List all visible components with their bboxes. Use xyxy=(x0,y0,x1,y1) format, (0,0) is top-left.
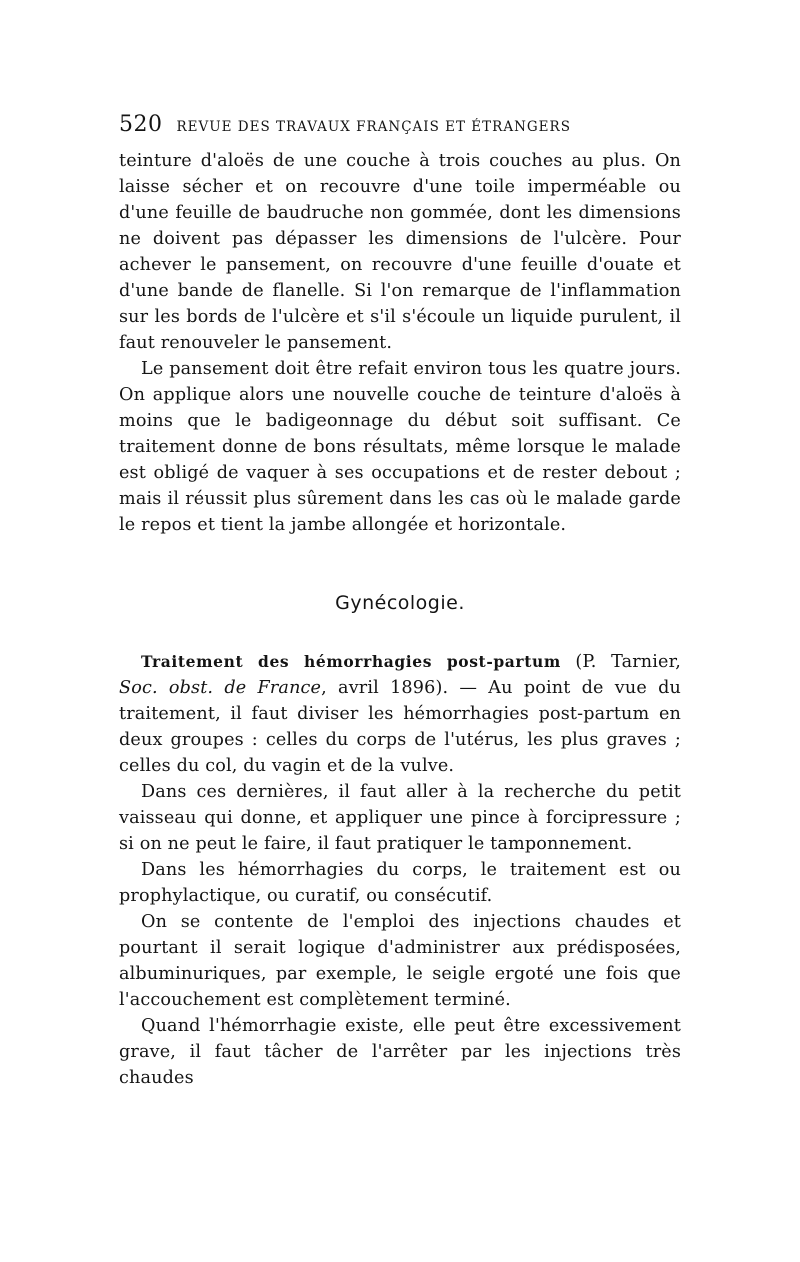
paragraph: Dans les hémorrhagies du corps, le traitement est ou prophylactique, ou curatif, ou consécutif. xyxy=(119,860,681,906)
citation-close: , avril 1896). — Au point de vue du traitement, il faut diviser les hémorrhagies post-partum en deux groupes : celles du corps de l'utérus, les plus graves ; celles du col, du vagin et de la vulve. xyxy=(119,678,682,776)
citation-open: (P. Tarnier, xyxy=(560,652,681,672)
page-number: 520 xyxy=(119,112,163,137)
paragraph: Dans ces dernières, il faut aller à la recherche du petit vaisseau qui donne, et appliquer une pince à forcipressure ; si on ne peut le faire, il faut pratiquer le tamponnement. xyxy=(119,782,681,854)
paragraph: Quand l'hémorrhagie existe, elle peut être excessivement grave, il faut tâcher de l'arrêter par les injections très chaudes xyxy=(119,1016,681,1088)
citation-journal: Soc. obst. de France xyxy=(119,678,322,698)
page-header xyxy=(119,112,681,148)
running-head: REVUE DES TRAVAUX FRANÇAIS ET ÉTRANGERS xyxy=(176,119,571,135)
article-title: Traitement des hémorrhagies post-partum xyxy=(141,652,561,671)
paragraph: Le pansement doit être refait environ tous les quatre jours. On applique alors une nouvelle couche de teinture d'aloës à moins que le badigeonnage du début soit suffisant. Ce traitement donne de bons résultats, même lorsque le malade est obligé de vaquer à ses occupations et de rester debout ; mais il réussit plus sûrement dans les cas où le malade garde le repos et tient la jambe allongée et horizontale. xyxy=(119,359,681,535)
paragraph: On se contente de l'emploi des injections chaudes et pourtant il serait logique d'administrer aux prédisposées, albuminuriques, par exemple, le seigle ergoté une fois que l'accouchement est complètement terminé. xyxy=(119,912,681,1010)
section-title: Gynécologie. xyxy=(335,592,465,614)
paragraph-continued: teinture d'aloës de une couche à trois couches au plus. On laisse sécher et on recouvre d'une toile imperméable ou d'une feuille de baudruche non gommée, dont les dimensions ne doivent pas dépasser les dimensions de l'ulcère. Pour achever le pansement, on recouvre d'une feuille d'ouate et d'une bande de flanelle. Si l'on remarque de l'inflammation sur les bords de l'ulcère et s'il s'écoule un liquide purulent, il faut renouveler le pansement. xyxy=(119,151,681,353)
article-paragraph xyxy=(119,649,681,779)
document-page xyxy=(119,112,681,1091)
